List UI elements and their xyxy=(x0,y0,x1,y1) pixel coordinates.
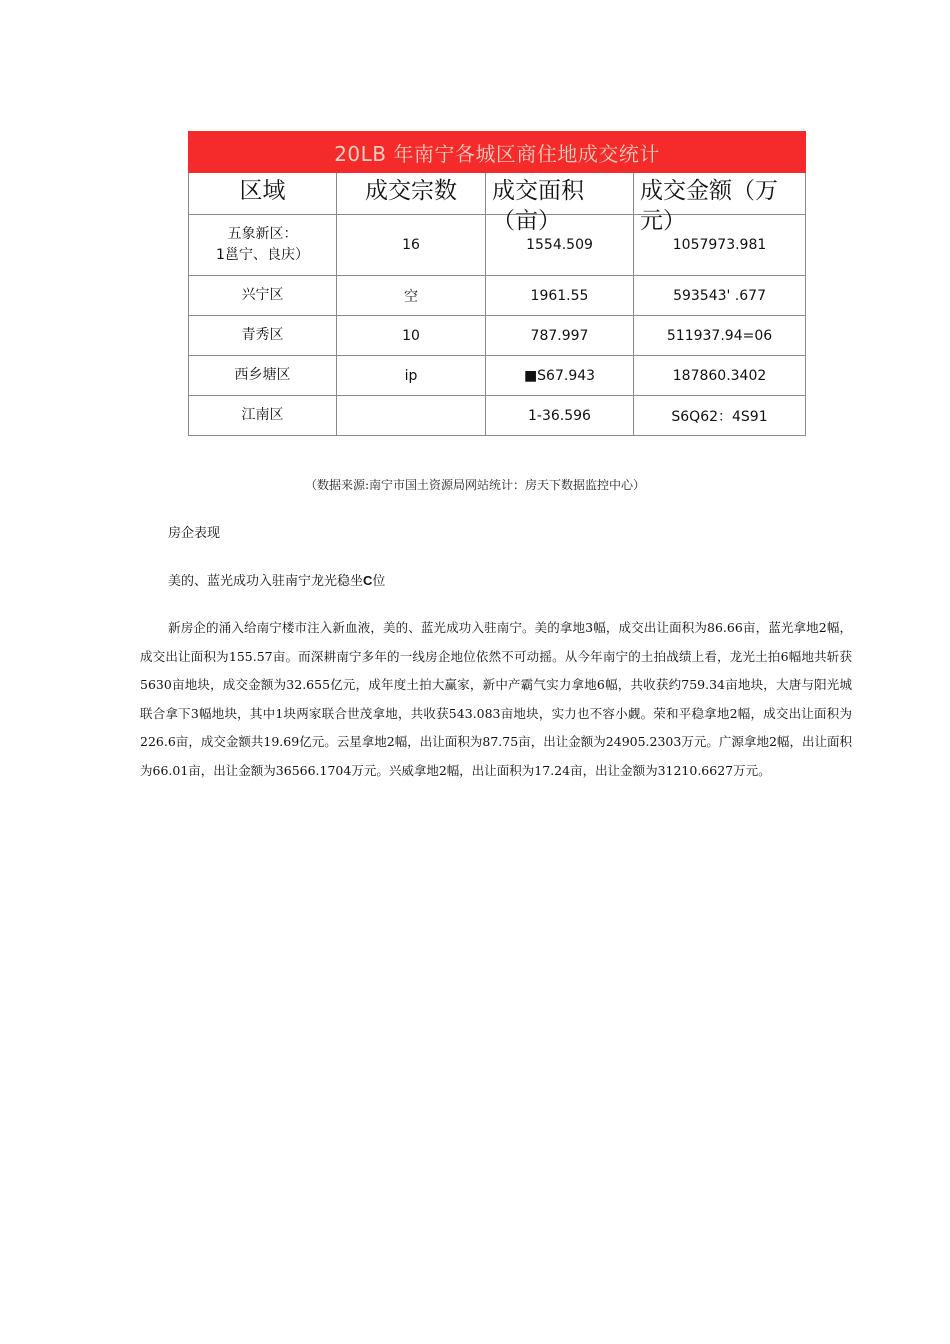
cell-area: 江南区 xyxy=(189,396,337,436)
cell-count: ip xyxy=(337,356,486,396)
source-note: （数据来源:南宁市国土资源局网站统计：房天下数据监控中心） xyxy=(304,478,646,492)
cell-count: 16 xyxy=(337,215,486,276)
section-title: 房企表现 xyxy=(168,526,221,541)
table-header-row xyxy=(189,173,806,215)
header-amount: 成交金额（万元） xyxy=(640,178,778,234)
header-size: 成交面积（亩） xyxy=(492,178,584,234)
table-row xyxy=(189,396,806,436)
cell-amount: 593543' .677 xyxy=(634,276,806,316)
cell-size: ■S67.943 xyxy=(486,356,634,396)
body-paragraph xyxy=(140,614,852,785)
area-line1: 五象新区： xyxy=(227,226,298,242)
table-title: 20LB 年南宁各城区商住地成交统计 xyxy=(189,132,806,173)
cell-size: 1-36.596 xyxy=(486,396,634,436)
table-row xyxy=(189,316,806,356)
cell-area: 青秀区 xyxy=(189,316,337,356)
cell-count: 10 xyxy=(337,316,486,356)
table-row xyxy=(189,276,806,316)
cell-size: 1961.55 xyxy=(486,276,634,316)
cell-area: 兴宁区 xyxy=(189,276,337,316)
subtitle-suffix: 位 xyxy=(372,574,386,589)
cell-amount: 511937.94=06 xyxy=(634,316,806,356)
cell-count xyxy=(337,396,486,436)
subtitle-bold: C xyxy=(363,573,373,588)
subtitle-prefix: 美的、蓝光成功入驻南宁龙光稳坐 xyxy=(168,574,364,589)
subtitle xyxy=(168,570,385,589)
cell-amount: 187860.3402 xyxy=(634,356,806,396)
cell-count: 空 xyxy=(337,276,486,316)
land-transaction-table xyxy=(188,131,806,436)
header-area: 区域 xyxy=(239,178,286,204)
paragraph-text: 新房企的涌入给南宁楼市注入新血液，美的、蓝光成功入驻南宁。美的拿地3幅，成交出让面积为86.66亩，蓝光拿地2幅，成交出让面积为155.57亩。而深耕南宁多年的一线房企地位依然不可动摇。从今年南宁的土拍战绩上看，龙光土拍6幅地共斩获5630亩地块，成交金额为32.655亿元，成年度土拍大赢家，新中产霸气实力拿地6幅，共收获约759.34亩地块，大唐与阳光城联合拿下3幅地块，其中1块两家联合世茂拿地，共收获543.083亩地块，实力也不容小觑。荣和平稳拿地2幅，成交出让面积为226.6亩，成交金额共19.69亿元。云星拿地2幅，出让面积为87.75亩，出让金额为24905.2303万元。广源拿地2幅，出让面积为66.01亩，出让金额为36566.1704万元。兴威拿地2幅，出让面积为17.24亩，出让金额为31210.6627万元。 xyxy=(140,620,852,778)
header-count: 成交宗数 xyxy=(365,178,457,204)
cell-area xyxy=(189,215,337,276)
table-row xyxy=(189,356,806,396)
cell-size: 1554.509 xyxy=(486,215,634,276)
cell-area: 西乡塘区 xyxy=(189,356,337,396)
area-line2: 1邕宁、良庆） xyxy=(216,247,309,263)
cell-size: 787.997 xyxy=(486,316,634,356)
cell-amount: 1057973.981 xyxy=(634,215,806,276)
cell-amount: S6Q62：4S91 xyxy=(634,396,806,436)
